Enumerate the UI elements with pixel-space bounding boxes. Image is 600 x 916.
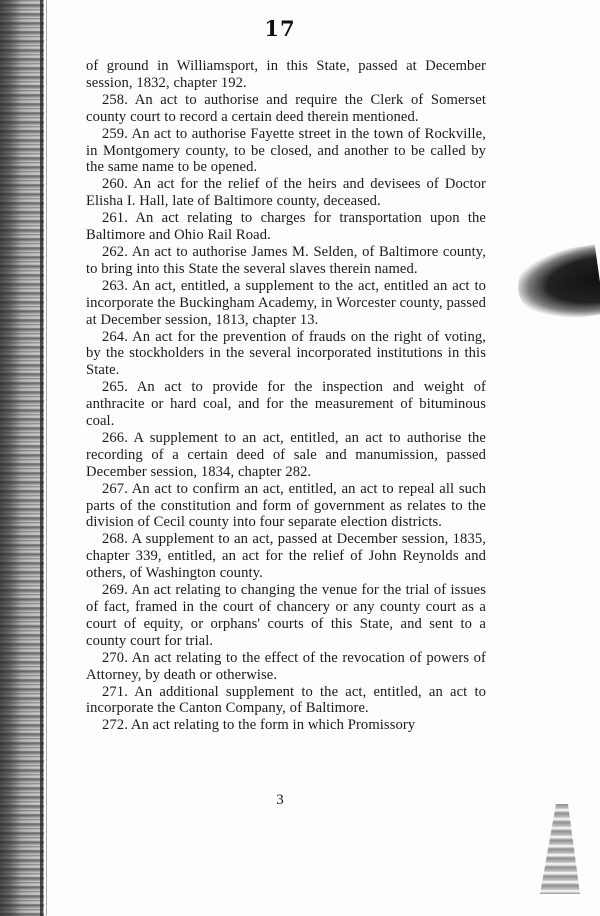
body-text (86, 58, 486, 734)
paragraph-261: 261. An act relating to charges for transportation upon the Baltimore and Ohio Rail Road. (86, 210, 486, 244)
paragraph-continuation: of ground in Williamsport, in this State, passed at December session, 1832, chapter 192. (86, 58, 486, 91)
paragraph-266: 266. A supplement to an act, entitled, an act to authorise the recording of a certain deed of sale and manumission, passed December session, 1834, chapter 282. (86, 429, 486, 480)
paragraph-259: 259. An act to authorise Fayette street in the town of Rockville, in Montgomery county, to be closed, and another to be called by the same name to be opened. (86, 125, 486, 176)
paragraph-265: 265. An act to provide for the inspection and weight of anthracite or hard coal, and for the measurement of bituminous coal. (86, 379, 486, 430)
paragraph-270: 270. An act relating to the effect of the revocation of powers of Attorney, by death or otherwise. (86, 649, 486, 683)
scan-artifact (540, 804, 580, 894)
paragraph-272: 272. An act relating to the form in which Promissory (102, 717, 416, 734)
paragraph-268: 268. A supplement to an act, passed at December session, 1835, chapter 339, entitled, an act for the relief of John Reynolds and others, of Washington county. (86, 531, 486, 582)
paragraph-262: 262. An act to authorise James M. Selden, of Baltimore county, to bring into this State the several slaves therein named. (86, 243, 486, 277)
paragraph-258: 258. An act to authorise and require the Clerk of Somerset county court to record a certain deed therein mentioned. (86, 91, 486, 125)
paragraph-269: 269. An act relating to changing the venue for the trial of issues of fact, framed in the court of chancery or any county court as a court of equity, or orphans' courts of this State, and sent to a county court for trial. (86, 582, 486, 649)
paragraph-271: 271. An additional supplement to the act, entitled, an act to incorporate the Canton Company, of Baltimore. (86, 683, 486, 717)
paragraph-260: 260. An act for the relief of the heirs and devisees of Doctor Elisha I. Hall, late of Baltimore county, deceased. (86, 176, 486, 210)
ink-smudge (514, 245, 600, 326)
paragraph-263: 263. An act, entitled, a supplement to the act, entitled an act to incorporate the Buckingham Academy, in Worcester county, passed at December session, 1813, chapter 13. (86, 277, 486, 328)
paragraph-267: 267. An act to confirm an act, entitled, an act to repeal all such parts of the constitution and form of government as relates to the division of Cecil county into four separate election districts. (86, 480, 486, 531)
signature-mark: 3 (276, 792, 284, 808)
paragraph-264: 264. An act for the prevention of frauds on the right of voting, by the stockholders in the several incorporated institutions in this State. (86, 328, 486, 379)
binding-line (40, 0, 43, 916)
page-number: 17 (264, 16, 296, 41)
binding-edge (0, 0, 44, 916)
binding-line-inner (46, 0, 47, 916)
